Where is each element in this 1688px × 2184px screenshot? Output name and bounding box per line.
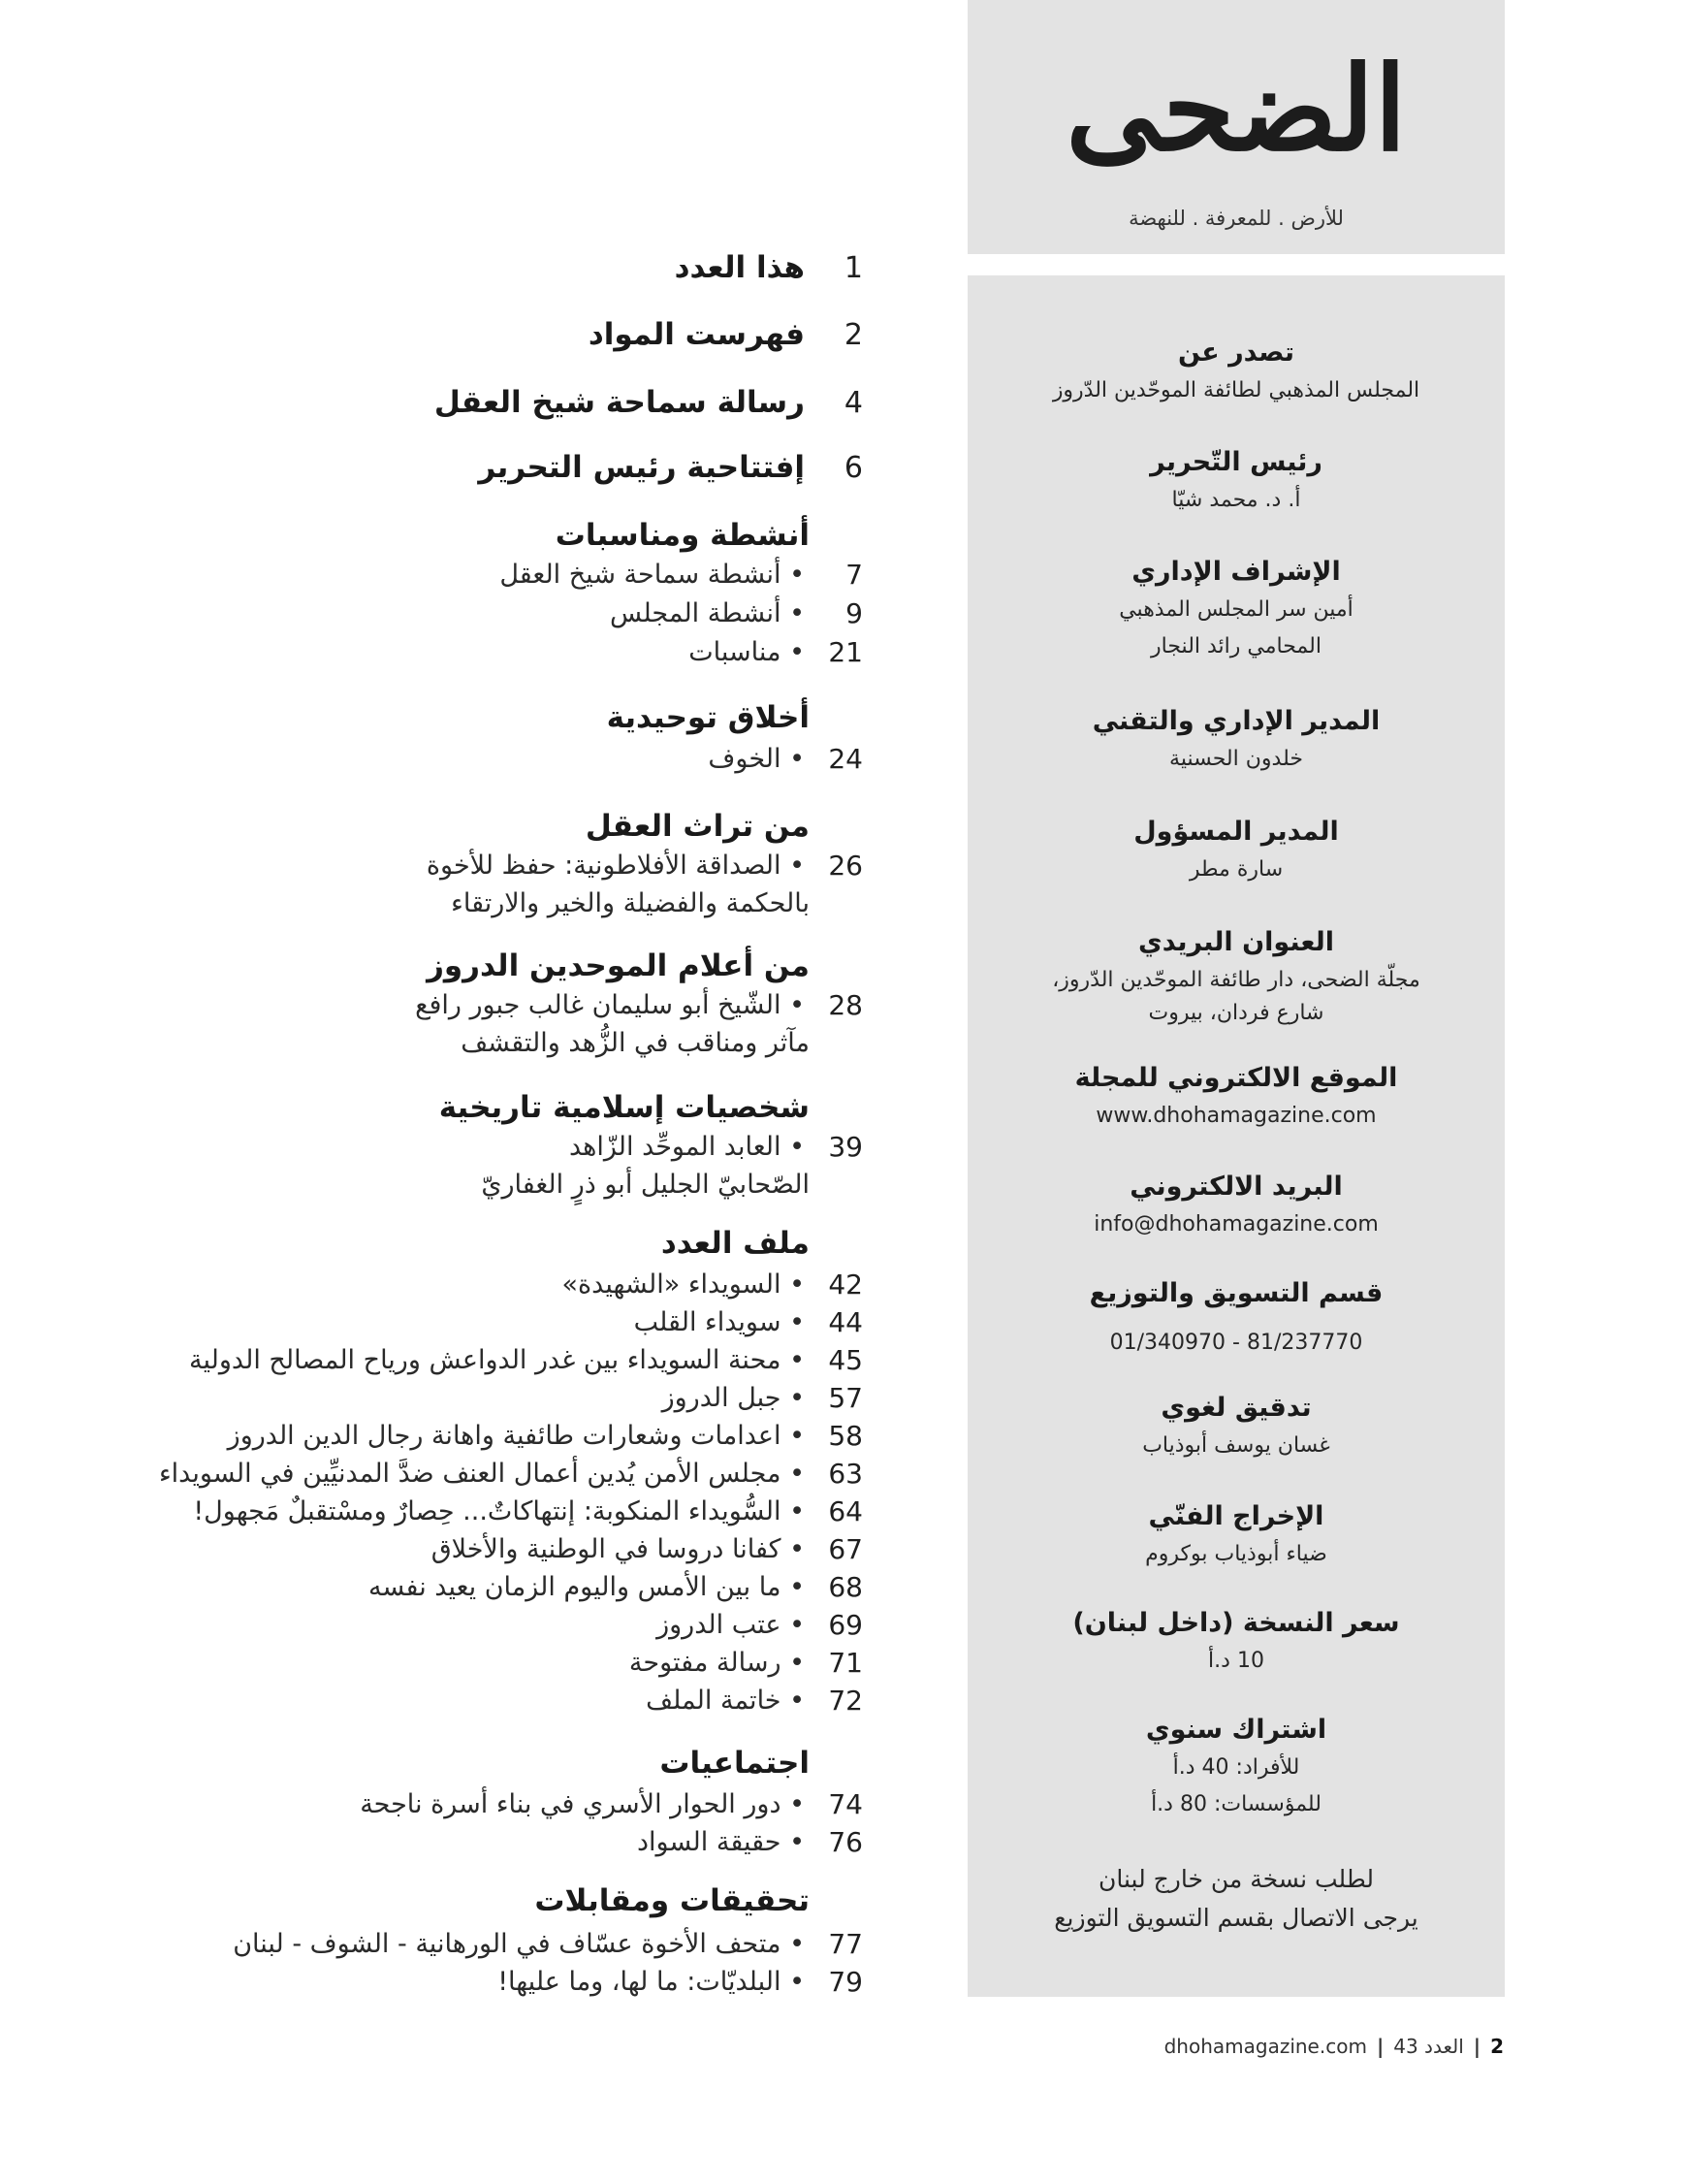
toc-item[interactable] [0,1492,863,1530]
credit-line: أ. د. محمد شيّا [1171,488,1301,512]
footer-separator: | [1473,2035,1481,2058]
toc-title: فهرست المواد [588,317,805,352]
credit-publisher [968,334,1505,409]
toc-item[interactable] [0,1302,863,1341]
toc-item[interactable] [0,985,863,1024]
toc-item[interactable] [0,1454,863,1493]
credit-title: المدير الإداري والتقني [1092,706,1381,736]
credit-line: مجلّة الضحى، دار طائفة الموحّدين الدّروز، [1052,968,1420,992]
toc-title: رسالة سماحة شيخ العقل [433,385,805,420]
toc-entry[interactable] [0,448,863,487]
section-heading: شخصيات إسلامية تاريخية [438,1090,810,1125]
toc-item[interactable] [0,739,863,778]
credit-title: تدقيق لغوي [1161,1393,1312,1423]
toc-entry[interactable] [0,248,863,287]
toc-item-text: • أنشطة المجلس [610,597,805,628]
toc-item-text: • مجلس الأمن يُدين أعمال العنف ضدَّ المدنيِّين في السويداء [158,1458,805,1489]
page-number: 69 [828,1608,863,1641]
toc-item-text: • البلديّات: ما لها، وما عليها! [497,1966,805,1997]
toc-item[interactable] [0,1127,863,1166]
section-heading: من أعلام الموحدين الدروز [427,948,810,983]
credit-administrative-supervision [968,553,1505,665]
toc-item-text: • سويداء القلب [633,1306,805,1337]
credit-copy-price [968,1604,1505,1680]
footer-page-number: 2 [1490,2035,1504,2058]
credit-managing-director [968,813,1505,888]
toc-item-text: • الشّيخ أبو سليمان غالب جبور رافع [415,989,805,1020]
toc-item-text: • دور الحوار الأسري في بناء أسرة ناجحة [360,1788,805,1819]
page-number: 44 [828,1305,863,1338]
toc-item[interactable] [0,1265,863,1303]
toc-item[interactable] [0,1340,863,1379]
credits-sidebar [968,275,1505,1997]
section-heading: ملف العدد [660,1226,810,1261]
toc-item-text: • جبل الدروز [661,1382,805,1413]
page-number: 64 [828,1494,863,1527]
credit-title: البريد الالكتروني [1130,1172,1343,1202]
magazine-tagline: للأرض . للمعرفة . للنهضة [1129,207,1344,230]
toc-title: إفتتاحية رئيس التحرير [478,450,805,485]
footer-site[interactable]: dhohamagazine.com [1163,2035,1367,2058]
toc-item[interactable] [0,1605,863,1644]
credit-title: الإشراف الإداري [1131,557,1341,587]
credit-line: خلدون الحسنية [1169,747,1303,771]
credit-line: ضياء أبوذياب بوكروم [1145,1542,1327,1566]
page-number: 79 [828,1965,863,1998]
toc-entry[interactable] [0,315,863,354]
toc-item-text: • مناسبات [688,636,805,667]
page-number: 58 [828,1419,863,1452]
page-number: 63 [828,1457,863,1490]
masthead [968,0,1505,254]
credit-admin-tech-director [968,702,1505,778]
magazine-logo: الضحى [1066,41,1407,177]
credit-line: المجلس المذهبي لطائفة الموحّدين الدّروز [1052,378,1420,402]
toc-item-text: • ما بين الأمس واليوم الزمان يعيد نفسه [367,1571,805,1602]
section-heading: اجتماعيات [659,1746,810,1781]
toc-item-text: • عتب الدروز [656,1609,805,1640]
toc-item-text: • اعدامات وشعارات طائفية واهانة رجال الدين الدروز [227,1420,805,1451]
section-heading: أنشطة ومناسبات [555,518,810,553]
page-footer [1164,2029,1504,2064]
page-number: 28 [828,988,863,1021]
credit-title: العنوان البريدي [1138,927,1334,957]
toc-item[interactable] [0,1567,863,1606]
toc-item[interactable] [0,1681,863,1719]
toc-item-text: • كفانا دروسا في الوطنية والأخلاق [430,1533,805,1564]
page-number: 57 [828,1381,863,1414]
toc-item-continuation: الصّحابيّ الجليل أبو ذرٍ الغفاريّ [481,1170,810,1200]
toc-entry[interactable] [0,383,863,422]
credit-title: سعر النسخة (داخل لبنان) [1072,1608,1400,1638]
toc-item-continuation: مآثر ومناقب في الزُّهد والتقشف [461,1028,810,1058]
credit-note-line: لطلب نسخة من خارج لبنان [1099,1865,1374,1893]
page-number: 4 [844,385,863,420]
toc-item[interactable] [0,1962,863,2001]
credit-website [968,1059,1505,1135]
credit-line: المحامي رائد النجار [1151,634,1322,658]
footer-issue: العدد 43 [1393,2035,1464,2058]
credit-title: تصدر عن [1177,337,1295,368]
section-heading: تحقيقات ومقابلات [534,1883,810,1918]
credit-title: اشتراك سنوي [1145,1715,1327,1745]
page-number: 7 [845,558,863,591]
toc-item-continuation: بالحكمة والفضيلة والخير والارتقاء [451,888,810,918]
toc-item-text: • السُّويداء المنكوبة: إنتهاكاتٌ... حِصارٌ ومسْتقبلٌ مَجهول! [193,1495,805,1526]
toc-item-text: • السويداء «الشهيدة» [561,1269,805,1300]
page-number: 21 [828,635,863,668]
credit-postal-address [968,923,1505,1028]
credit-subscription [968,1711,1505,1823]
email-link[interactable]: info@dhohamagazine.com [1094,1212,1379,1237]
credit-line: أمين سر المجلس المذهبي [1119,597,1354,622]
page-number: 67 [828,1532,863,1565]
toc-item[interactable] [0,632,863,671]
toc-item[interactable] [0,1822,863,1861]
credit-title: المدير المسؤول [1133,817,1339,847]
page-number: 72 [828,1684,863,1717]
page-number: 1 [844,250,863,285]
page-number: 76 [828,1825,863,1858]
toc-item-text: • حقيقة السواد [636,1826,805,1857]
page-number: 26 [828,849,863,882]
toc-item-text: • الصداقة الأفلاطونية: حفظ للأخوة [426,850,805,881]
page-number: 74 [828,1787,863,1820]
toc-item[interactable] [0,555,863,594]
credit-line: شارع فردان، بيروت [1148,1001,1324,1025]
section-heading: من تراث العقل [585,809,810,844]
toc-item[interactable] [0,1924,863,1963]
credit-editor-in-chief [968,443,1505,519]
credit-email [968,1168,1505,1243]
page-number: 71 [828,1646,863,1679]
toc-item[interactable] [0,1529,863,1568]
toc-item-text: • محنة السويداء بين غدر الدواعش ورياح المصالح الدولية [189,1344,805,1375]
credit-line: غسان يوسف أبوذياب [1142,1433,1330,1458]
toc-title: هذا العدد [674,250,805,285]
page-number: 6 [844,450,863,485]
toc-item[interactable] [0,1416,863,1455]
credit-line: للأفراد: 40 د.أ [1172,1755,1300,1780]
page-number: 42 [828,1268,863,1301]
toc-item-text: • خاتمة الملف [646,1685,805,1716]
toc-item[interactable] [0,846,863,884]
toc-item[interactable] [0,1784,863,1823]
toc-item[interactable] [0,594,863,632]
toc-item-text: • متحف الأخوة عسّاف في الورهانية - الشوف - لبنان [233,1928,805,1959]
page-number: 24 [828,742,863,775]
credit-line: للمؤسسات: 80 د.أ [1151,1792,1322,1816]
page-number: 39 [828,1130,863,1163]
credit-title: قسم التسويق والتوزيع [1089,1278,1384,1308]
credit-phone: 01/340970 - 81/237770 [1109,1331,1363,1355]
footer-separator: | [1376,2035,1385,2058]
page-number: 77 [828,1927,863,1960]
section-heading: أخلاق توحيدية [606,700,810,735]
page-number: 68 [828,1570,863,1603]
page-number: 2 [844,317,863,352]
toc-item[interactable] [0,1643,863,1682]
page-number: 45 [828,1343,863,1376]
credit-title: الإخراج الفنّي [1148,1501,1324,1531]
page-number: 9 [845,596,863,629]
credit-title: الموقع الالكتروني للمجلة [1074,1063,1398,1093]
toc-item-text: • العابد الموحِّد الزّاهد [568,1131,805,1162]
credit-line: سارة مطر [1189,857,1284,882]
credit-proofreading [968,1389,1505,1464]
credit-title: رئيس التّحرير [1150,447,1322,477]
credit-foreign-order-note [968,1860,1505,1938]
credit-note-line: يرجى الاتصال بقسم التسويق التوزيع [1054,1904,1418,1932]
toc-item-text: • الخوف [708,743,805,774]
website-link[interactable]: www.dhohamagazine.com [1096,1104,1377,1128]
toc-item-text: • أنشطة سماحة شيخ العقل [499,559,805,590]
toc-item-text: • رسالة مفتوحة [628,1647,805,1678]
toc-item[interactable] [0,1378,863,1417]
credit-line: 10 د.أ [1208,1649,1264,1673]
credit-marketing [968,1274,1505,1362]
credit-art-direction [968,1497,1505,1573]
